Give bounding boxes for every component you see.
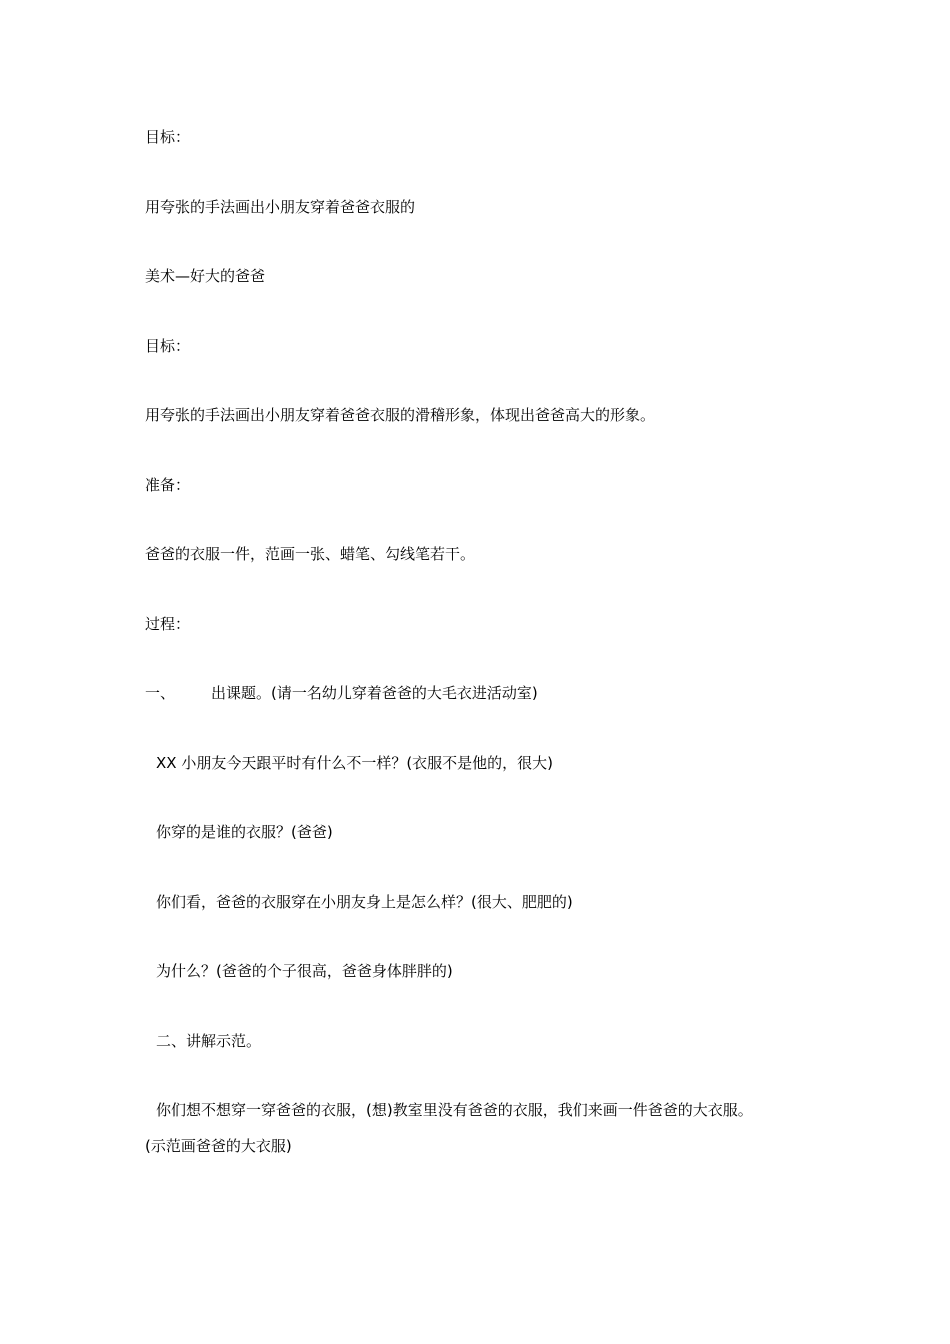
heading-goal: 目标： <box>145 337 191 355</box>
lesson-title: 美术—好大的爸爸 <box>145 267 266 285</box>
dialogue-line: 你们看，爸爸的衣服穿在小朋友身上是怎么样？(很大、肥肥的) <box>156 893 573 911</box>
paragraph-line: 爸爸的衣服一件，范画一张、蜡笔、勾线笔若干。 <box>145 545 476 563</box>
heading-preparation: 准备： <box>145 476 191 494</box>
dialogue-line: 你穿的是谁的衣服？(爸爸) <box>156 823 333 841</box>
dialogue-line: 为什么？(爸爸的个子很高，爸爸身体胖胖的) <box>156 962 453 980</box>
heading-goal: 目标： <box>145 128 191 146</box>
paragraph-line: 用夸张的手法画出小朋友穿着爸爸衣服的 <box>145 198 416 216</box>
step-one <box>145 682 538 704</box>
step-number: 一、 <box>145 684 176 702</box>
step-two: 二、讲解示范。 <box>156 1032 262 1050</box>
dialogue-line: 你们想不想穿一穿爸爸的衣服，(想)教室里没有爸爸的衣服，我们来画一件爸爸的大衣服。 <box>156 1101 753 1119</box>
paragraph-continuation: (示范画爸爸的大衣服) <box>145 1137 292 1155</box>
step-text: 出课题。(请一名幼儿穿着爸爸的大毛衣进活动室) <box>211 684 538 702</box>
paragraph-line: 用夸张的手法画出小朋友穿着爸爸衣服的滑稽形象，体现出爸爸高大的形象。 <box>145 406 656 424</box>
heading-process: 过程： <box>145 615 191 633</box>
dialogue-line: XX 小朋友今天跟平时有什么不一样？(衣服不是他的，很大) <box>156 754 554 772</box>
